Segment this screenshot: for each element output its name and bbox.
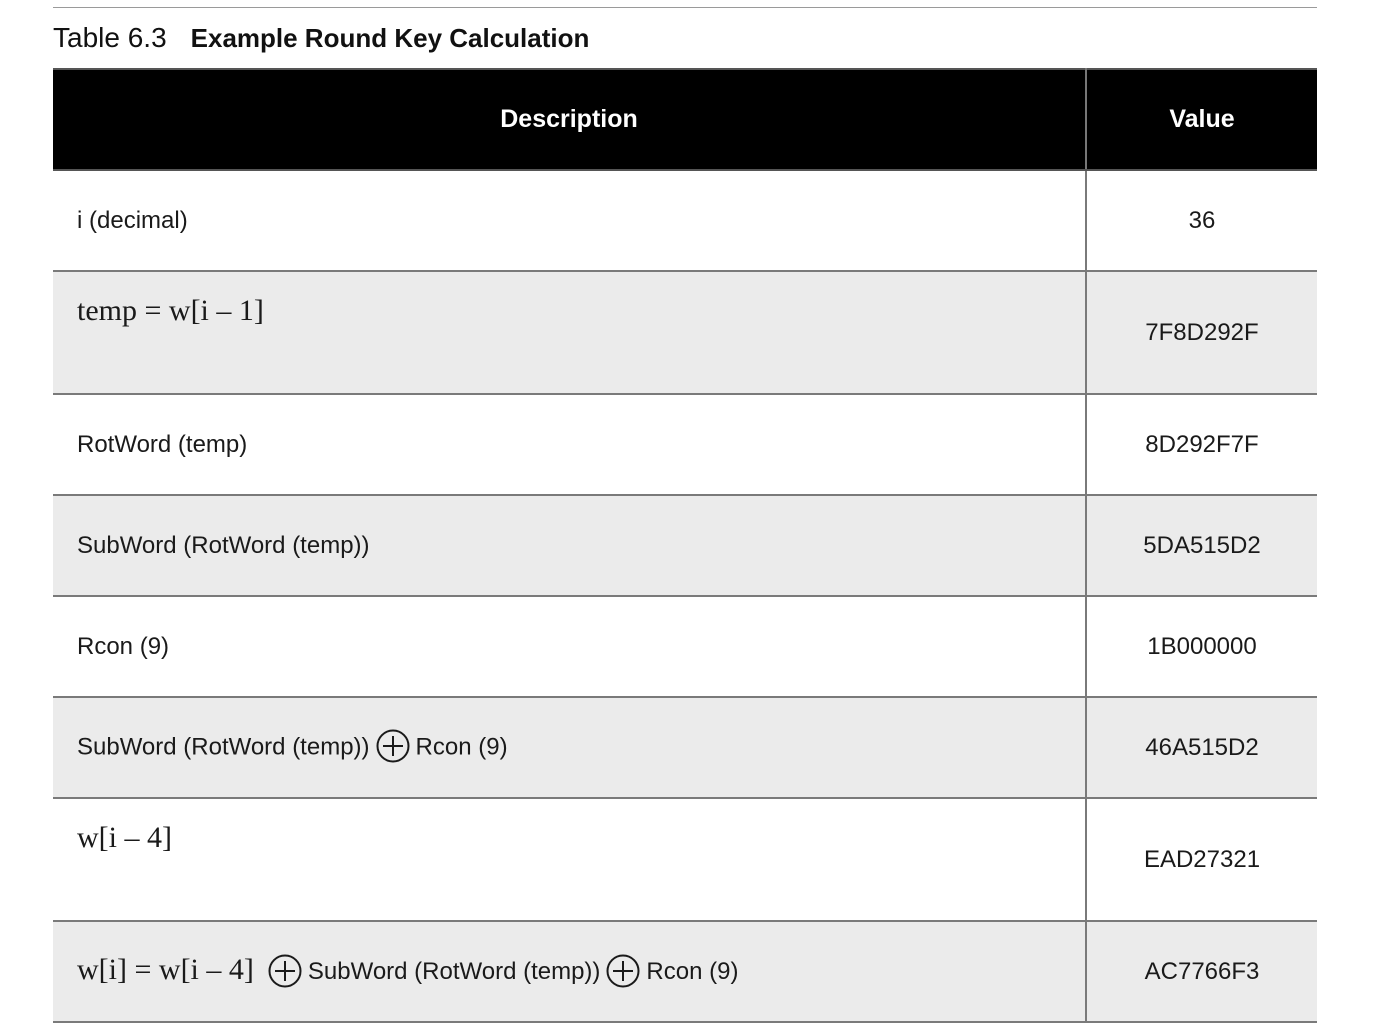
table-number: Table 6.3 — [53, 22, 167, 53]
table-row — [53, 170, 1317, 271]
row-value: AC7766F3 — [1086, 921, 1317, 1022]
table-row — [53, 271, 1317, 394]
header-row — [53, 69, 1317, 170]
row-description: temp = w[i – 1] — [53, 271, 1086, 394]
row-value: 46A515D2 — [1086, 697, 1317, 798]
row-value: EAD27321 — [1086, 798, 1317, 921]
table-row — [53, 697, 1317, 798]
table-row — [53, 394, 1317, 495]
description-part: w[i] = w[i – 4] — [77, 953, 254, 987]
xor-circled-plus-icon — [268, 954, 302, 988]
row-value: 7F8D292F — [1086, 271, 1317, 394]
row-description — [53, 921, 1086, 1022]
description-part: Rcon (9) — [415, 732, 508, 760]
row-description: Rcon (9) — [53, 596, 1086, 697]
xor-circled-plus-icon — [376, 729, 410, 763]
table-row — [53, 798, 1317, 921]
description-part: Rcon (9) — [646, 958, 739, 986]
row-value: 5DA515D2 — [1086, 495, 1317, 596]
description-part: SubWord (RotWord (temp)) — [77, 732, 370, 760]
row-value: 1B000000 — [1086, 596, 1317, 697]
table-row — [53, 921, 1317, 1022]
row-description: SubWord (RotWord (temp)) — [53, 495, 1086, 596]
round-key-table — [53, 68, 1317, 1023]
row-description: w[i – 4] — [53, 798, 1086, 921]
row-description: RotWord (temp) — [53, 394, 1086, 495]
row-description — [53, 697, 1086, 798]
xor-circled-plus-icon — [606, 954, 640, 988]
table-row — [53, 495, 1317, 596]
table-title: Example Round Key Calculation — [190, 22, 590, 53]
description-part: SubWord (RotWord (temp)) — [307, 958, 601, 986]
row-description: i (decimal) — [53, 170, 1086, 271]
row-value: 8D292F7F — [1086, 394, 1317, 495]
column-header-value: Value — [1086, 69, 1317, 170]
column-header-description: Description — [53, 69, 1086, 170]
table-row — [53, 596, 1317, 697]
table-caption — [53, 20, 589, 56]
top-rule — [53, 7, 1317, 8]
row-value: 36 — [1086, 170, 1317, 271]
